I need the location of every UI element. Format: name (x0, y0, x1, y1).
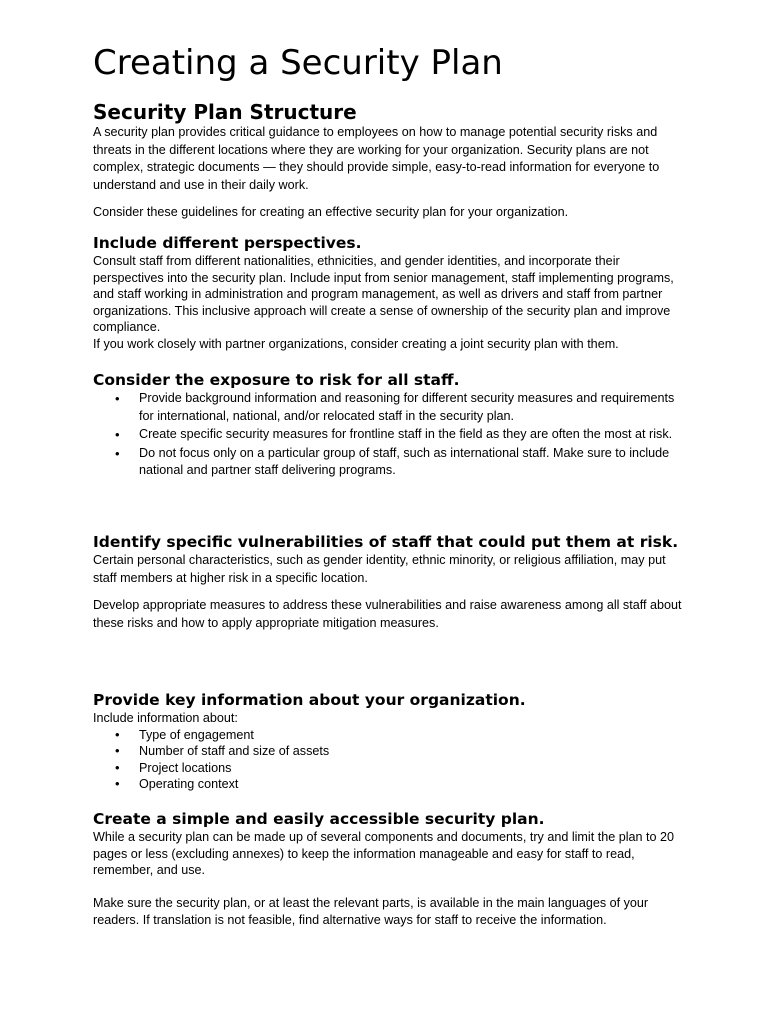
list-item: • Provide background information and reasoning for different security measures and requirements for international, national, and/or relocated staff in the security plan. (93, 390, 683, 425)
exposure-list (93, 390, 683, 480)
section-heading-perspectives: Include different perspectives. (93, 234, 362, 252)
list-item: • Do not focus only on a particular group of staff, such as international staff. Make sure to include national and partner staff delivering programs. (93, 445, 683, 480)
section-perspectives (93, 233, 683, 352)
vulnerabilities-paragraph-2: Develop appropriate measures to address these vulnerabilities and raise awareness among all staff about these risks and how to apply appropriate mitigation measures. (93, 598, 682, 630)
vulnerabilities-paragraph-1: Certain personal characteristics, such as gender identity, ethnic minority, or religious affiliation, may put staff members at higher risk in a specific location. (93, 553, 666, 585)
key-info-intro: Include information about: (93, 711, 238, 725)
section-vulnerabilities (93, 532, 683, 632)
partner-paragraph: If you work closely with partner organizations, consider creating a joint security plan with them. (93, 336, 619, 351)
perspectives-paragraph: Consult staff from different nationalities, ethnicities, and gender identities, and incorporate their perspectives into the security plan. Include input from senior management, staff implementing programs, and staff working in administration and program management, as well as drivers and staff from partner organizations. This inclusive approach will create a sense of ownership of the security plan and improve compliance. (93, 254, 674, 334)
list-item: • Number of staff and size of assets (93, 743, 683, 760)
section-simple-plan (93, 809, 683, 929)
section-key-info (93, 690, 683, 793)
list-item: • Type of engagement (93, 727, 683, 744)
section-heading-exposure: Consider the exposure to risk for all staff. (93, 371, 460, 389)
simple-plan-paragraph-1: While a security plan can be made up of several components and documents, try and limit the plan to 20 pages or less (excluding annexes) to keep the information manageable and easy for staff to read, remember, and use. (93, 830, 675, 877)
list-item: • Operating context (93, 776, 683, 793)
section-structure (93, 100, 683, 222)
section-heading-vulnerabilities: Identify specific vulnerabilities of staff that could put them at risk. (93, 533, 679, 551)
list-item: • Project locations (93, 760, 683, 777)
section-heading-structure: Security Plan Structure (93, 100, 357, 124)
section-exposure (93, 370, 683, 481)
structure-intro-paragraph: A security plan provides critical guidance to employees on how to manage potential security risks and threats in the different locations where they are working for your organization. Security plans are not complex, strategic documents — they should provide simple, easy-to-read information for everyone to understand and use in their daily work. (93, 125, 660, 192)
guidelines-paragraph: Consider these guidelines for creating an effective security plan for your organization. (93, 205, 569, 220)
key-info-list (93, 727, 683, 793)
list-item: • Create specific security measures for frontline staff in the field as they are often the most at risk. (93, 426, 683, 444)
section-heading-simple-plan: Create a simple and easily accessible security plan. (93, 810, 545, 828)
simple-plan-paragraph-2: Make sure the security plan, or at least the relevant parts, is available in the main languages of your readers. If translation is not feasible, find alternative ways for staff to receive the information. (93, 895, 649, 927)
section-heading-key-info: Provide key information about your organization. (93, 691, 526, 709)
document-title: Creating a Security Plan (93, 43, 503, 83)
